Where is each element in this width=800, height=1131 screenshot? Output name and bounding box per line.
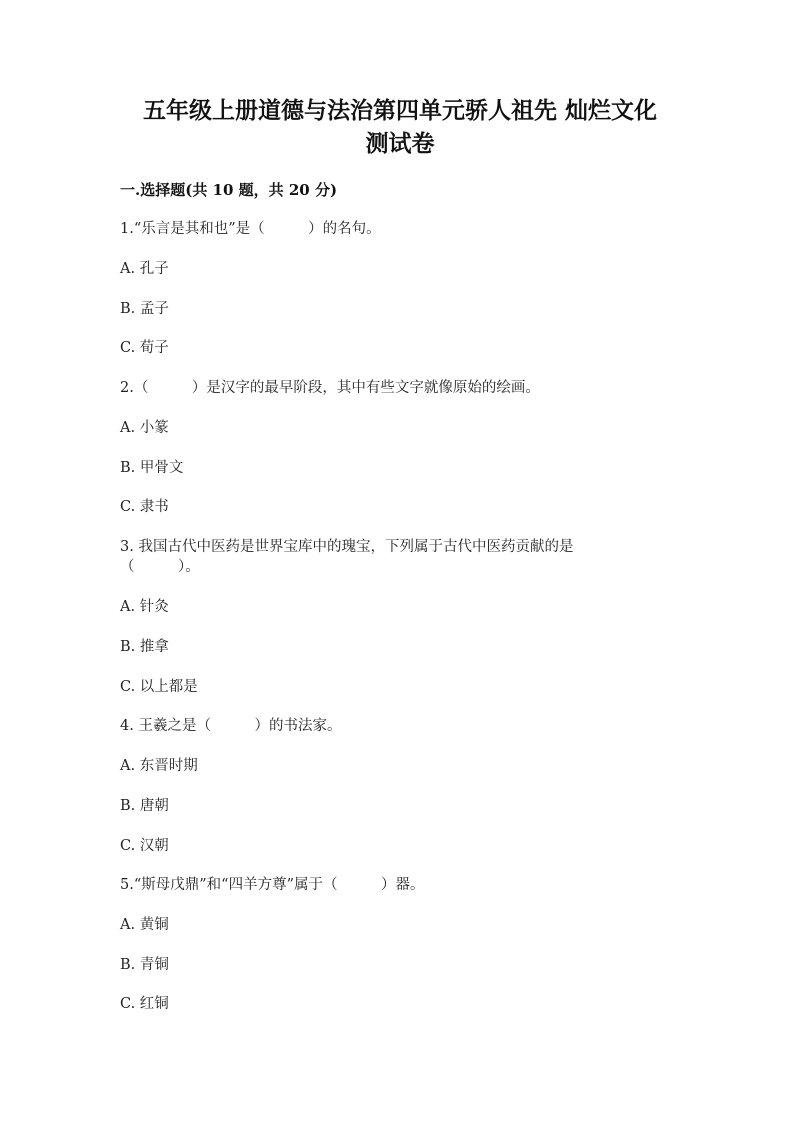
document-title: 五年级上册道德与法治第四单元骄人祖先 灿烂文化 [142,97,657,124]
question-3-option-c: C. 以上都是 [120,679,198,695]
question-5-option-b: B. 青铜 [120,957,169,973]
question-3-stem-continued: （ ）。 [120,559,200,575]
question-2-option-b: B. 甲骨文 [120,460,184,476]
question-4-option-b: B. 唐朝 [120,798,169,814]
question-1-option-a: A. 孔子 [120,261,169,277]
question-2-option-a: A. 小篆 [120,420,169,436]
question-5-stem: 5.“斯母戊鼎”和“四羊方尊”属于（ ）器。 [120,877,425,893]
question-4-option-a: A. 东晋时期 [120,758,198,774]
question-2-option-c: C. 隶书 [120,499,169,515]
question-1-option-c: C. 荀子 [120,340,169,356]
question-3-option-a: A. 针灸 [120,599,169,615]
question-1-option-b: B. 孟子 [120,301,169,317]
question-2-stem: 2.（ ）是汉字的最早阶段，其中有些文字就像原始的绘画。 [120,380,540,396]
question-4-stem: 4. 王羲之是（ ）的书法家。 [120,718,342,734]
question-1-stem: 1.“乐言是其和也”是（ ）的名句。 [120,221,381,237]
question-5-option-c: C. 红铜 [120,996,169,1012]
question-4-option-c: C. 汉朝 [120,838,169,854]
question-3-stem: 3. 我国古代中医药是世界宝库中的瑰宝，下列属于古代中医药贡献的是 [120,539,574,555]
document-title-continued: 测试卷 [365,130,435,157]
question-5-option-a: A. 黄铜 [120,917,169,933]
section-heading: 一.选择题(共 10 题，共 20 分) [120,181,338,199]
question-3-option-b: B. 推拿 [120,639,169,655]
